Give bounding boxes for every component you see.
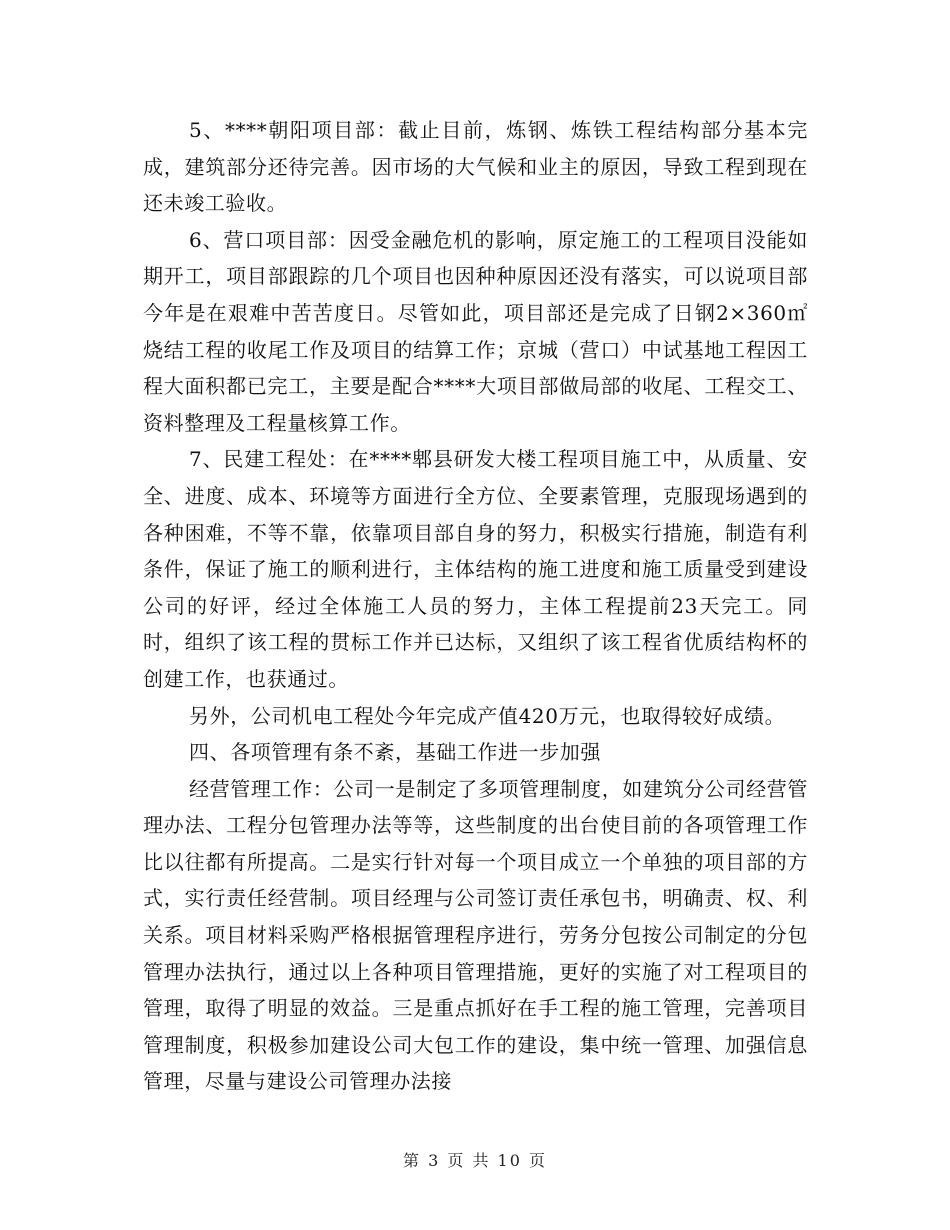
paragraph-yingkou-project: 6、营口项目部：因受金融危机的影响，原定施工的工程项目没能如期开工，项目部跟踪的几个项目也因种种原因还没有落实，可以说项目部今年是在艰难中苦苦度日。尽管如此，项目部还是完成了日钢2×360㎡烧结工程的收尾工作及项目的结算工作；京城（营口）中试基地工程因工程大面积都已完工，主要是配合****大项目部做局部的收尾、工程交工、资料整理及工程量核算工作。 [143,227,808,435]
document-body [143,112,808,1100]
paragraph-civil-construction: 7、民建工程处：在****郫县研发大楼工程项目施工中，从质量、安全、进度、成本、环境等方面进行全方位、全要素管理，克服现场遇到的各种困难，不等不靠，依靠项目部自身的努力，积极实行措施，制造有利条件，保证了施工的顺利进行，主体结构的施工进度和施工质量受到建设公司的好评，经过全体施工人员的努力，主体工程提前23天完工。同时，组织了该工程的贯标工作并已达标，又组织了该工程省优质结构杯的创建工作，也获通过。 [143,447,808,691]
paragraph-electromechanical: 另外，公司机电工程处今年完成产值420万元，也取得较好成绩。 [189,703,786,728]
paragraph-business-management: 经营管理工作：公司一是制定了多项管理制度，如建筑分公司经营管理办法、工程分包管理办法等等，这些制度的出台使目前的各项管理工作比以往都有所提高。二是实行针对每一个项目成立一个单独的项目部的方式，实行责任经营制。项目经理与公司签订责任承包书，明确责、权、利关系。项目材料采购严格根据管理程序进行，劳务分包按公司制定的分包管理办法执行，通过以上各种项目管理措施，更好的实施了对工程项目的管理，取得了明显的效益。三是重点抓好在手工程的施工管理，完善项目管理制度，积极参加建设公司大包工作的建设，集中统一管理、加强信息管理，尽量与建设公司管理办法接 [143,776,808,1094]
section-heading-management: 四、各项管理有条不紊，基础工作进一步加强 [189,740,601,765]
page-number-footer: 第 3 页 共 10 页 [403,1151,547,1170]
paragraph-chaoyang-project: 5、****朝阳项目部：截止目前，炼钢、炼铁工程结构部分基本完成，建筑部分还待完善。因市场的大气候和业主的原因，导致工程到现在还未竣工验收。 [143,118,808,216]
